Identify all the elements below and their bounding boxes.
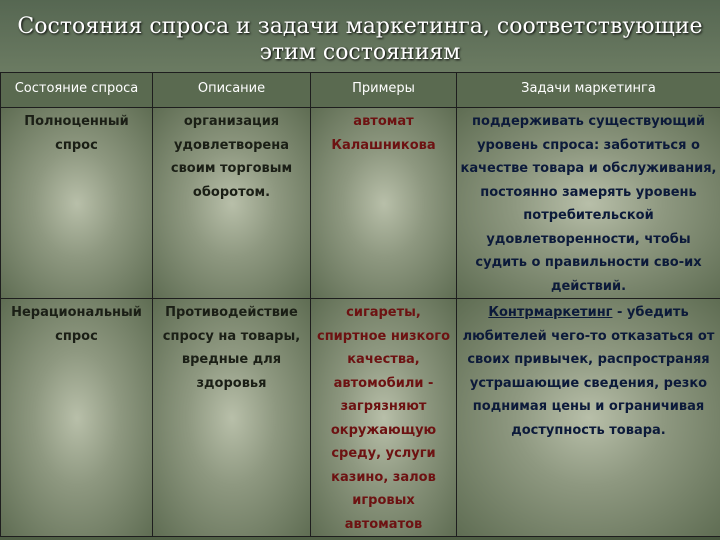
table-row — [1, 108, 720, 299]
cell-description: Противодействие спросу на товары, вредные для здоровья — [153, 299, 311, 537]
header-description: Описание — [153, 73, 311, 108]
cell-examples: автомат Калашникова — [311, 108, 457, 299]
header-examples: Примеры — [311, 73, 457, 108]
header-state: Состояние спроса — [1, 73, 153, 108]
demand-states-table — [0, 72, 720, 537]
cell-task-text: - убедить любителей чего-то отказаться от своих привычек, распространяя устрашающие сведения, резко поднимая цены и ограничивая доступность товара. — [462, 305, 715, 438]
cell-task: поддерживать существующий уровень спроса: заботиться о качестве товара и обслуживания, постоянно замерять уровень потребительской удовлетворенности, чтобы судить о правильности сво-их действий. — [457, 108, 720, 299]
header-tasks: Задачи маркетинга — [457, 73, 720, 108]
slide-title: Состояния спроса и задачи маркетинга, соответствующие этим состояниям — [17, 14, 703, 65]
countermarketing-term: Контрмаркетинг — [488, 305, 613, 320]
table-row — [1, 299, 720, 537]
cell-state: Полноценный спрос — [1, 108, 153, 299]
cell-examples: сигареты, спиртное низкого качества, автомобили - загрязняют окружающую среду, услуги казино, залов игровых автоматов — [311, 299, 457, 537]
cell-task — [457, 299, 720, 537]
cell-description: организация удовлетворена своим торговым оборотом. — [153, 108, 311, 299]
table-header-row — [1, 73, 720, 108]
cell-state: Нерациональный спрос — [1, 299, 153, 537]
